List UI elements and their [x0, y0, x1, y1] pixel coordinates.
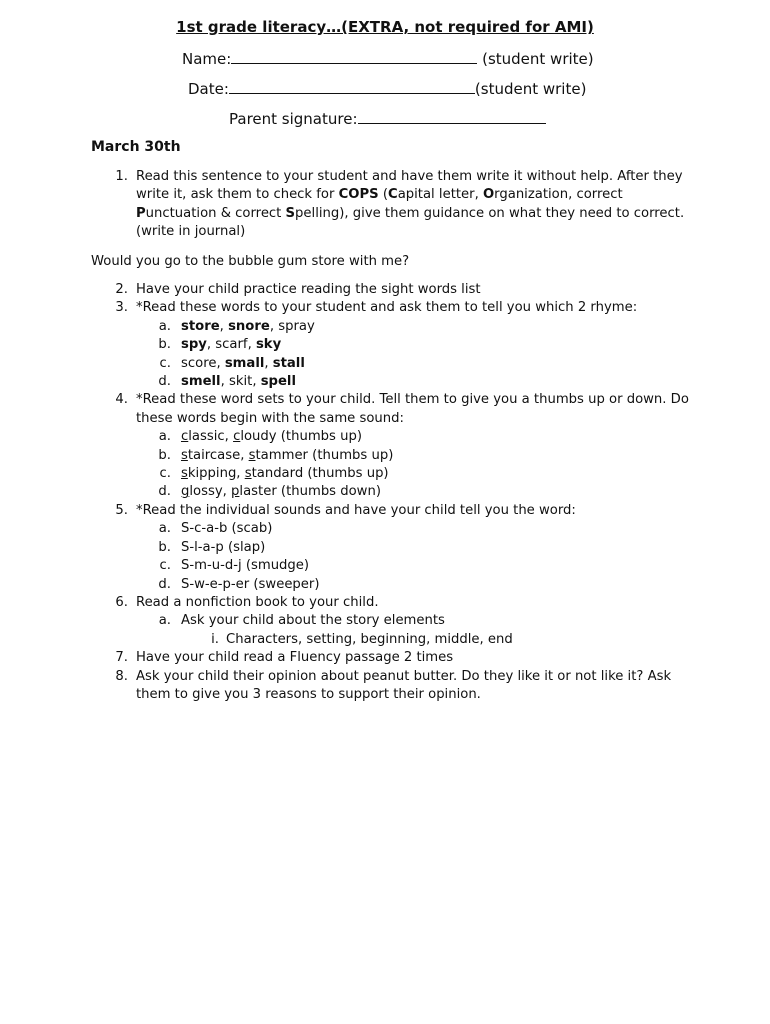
- item-1-line-2: write it, ask them to check for COPS (Capital letter, Organization, correct: [136, 187, 623, 203]
- item-5: 5. *Read the individual sounds and have your child tell you the word:: [115, 502, 576, 518]
- item-4c: c. skipping, standard (thumbs up): [159, 466, 389, 482]
- parent-signature-field: [229, 109, 546, 128]
- item-3a: a. store, snore, spray: [158, 318, 315, 334]
- item-3d: d. smell, skit, spell: [158, 374, 296, 390]
- item-8-line-2: them to give you 3 reasons to support their opinion.: [136, 686, 481, 702]
- item-2: 2. Have your child practice reading the sight words list: [115, 282, 481, 297]
- worksheet-title: 1st grade literacy…(EXTRA, not required for AMI): [176, 18, 594, 36]
- name-field: [182, 49, 594, 68]
- item-4: 4. *Read these word sets to your child. Tell them to give you a thumbs up or down. Do: [115, 392, 689, 408]
- cops-word: COPS: [338, 187, 379, 203]
- item-6a-i: i. Characters, setting, beginning, middle, end: [211, 631, 513, 647]
- item-number: 1.: [115, 169, 128, 184]
- date-label: Date:: [188, 80, 229, 98]
- item-5d: d. S-w-e-p-er (sweeper): [158, 576, 320, 592]
- item-8: 8. Ask your child their opinion about peanut butter. Do they like it or not like it? Ask: [115, 668, 672, 684]
- item-6a: a. Ask your child about the story elements: [158, 613, 445, 629]
- date-field: [188, 79, 586, 98]
- item-1-line-1: Read this sentence to your student and have them write it without help. After they: [136, 169, 683, 184]
- item-1-line-3: Punctuation & correct Spelling), give them guidance on what they need to correct.: [136, 205, 685, 221]
- date-hint: (student write): [474, 80, 587, 98]
- item-3: 3. *Read these words to your student and ask them to tell you which 2 rhyme:: [115, 300, 638, 316]
- date-blank-line: [229, 79, 475, 94]
- item-1-line-4: (write in journal): [136, 224, 246, 240]
- name-blank-line: [231, 49, 477, 64]
- item-4-line-2: these words begin with the same sound:: [136, 410, 404, 426]
- item-4b: b. staircase, stammer (thumbs up): [158, 447, 394, 463]
- name-hint: (student write): [482, 50, 594, 68]
- signature-label: Parent signature:: [229, 110, 358, 128]
- name-label: Name:: [182, 50, 232, 68]
- item-6: 6. Read a nonfiction book to your child.: [115, 594, 379, 610]
- date-heading: March 30th: [91, 139, 181, 155]
- item-5a: a. S-c-a-b (scab): [158, 521, 273, 537]
- item-5c: c. S-m-u-d-j (smudge): [159, 558, 310, 574]
- item-1: [91, 168, 691, 242]
- item-4d: d. glossy, plaster (thumbs down): [158, 484, 381, 500]
- signature-blank-line: [358, 109, 546, 124]
- item-list: [91, 281, 691, 704]
- item-4a: a. classic, cloudy (thumbs up): [158, 429, 362, 445]
- dictation-sentence: Would you go to the bubble gum store with me?: [91, 254, 410, 269]
- item-5b: b. S-l-a-p (slap): [158, 539, 266, 555]
- item-3b: b. spy, scarf, sky: [158, 337, 282, 353]
- item-7: 7. Have your child read a Fluency passage 2 times: [115, 650, 454, 666]
- item-3c: c. score, small, stall: [159, 355, 305, 371]
